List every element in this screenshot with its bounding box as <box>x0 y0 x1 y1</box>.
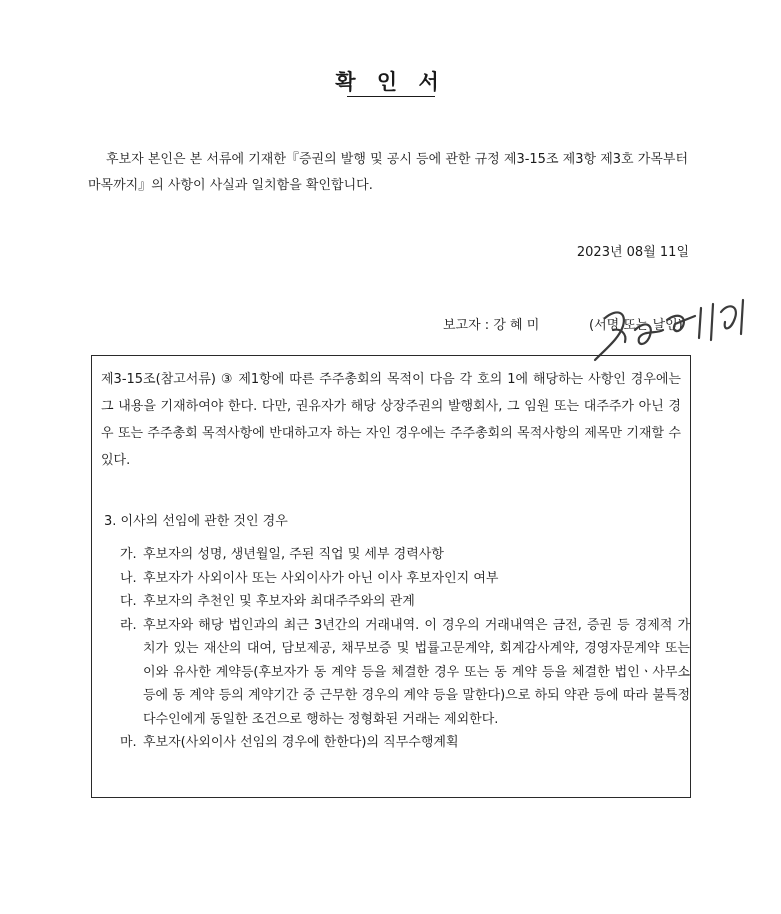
list-item-text: 후보자가 사외이사 또는 사외이사가 아닌 이사 후보자인지 여부 <box>143 570 499 586</box>
reporter-name: 보고자 : 강 혜 미 <box>443 318 540 333</box>
list-item <box>120 543 690 567</box>
list-item-text: 후보자의 성명, 생년월일, 주된 직업 및 세부 경력사항 <box>143 547 444 562</box>
list-item <box>120 614 690 732</box>
intro-text: 후보자 본인은 본 서류에 기재한『증권의 발행 및 공시 등에 관한 규정 제3-15조 제3항 제3호 가목부터 마목까지』의 사항이 사실과 일치함을 확인합니다. <box>88 152 688 193</box>
list-item-marker: 마. <box>120 735 137 750</box>
section-heading: 3. 이사의 선임에 관한 것인 경우 <box>104 514 288 529</box>
title-underline <box>347 96 435 97</box>
list-item <box>120 731 690 755</box>
list-item-text: 후보자와 해당 법인과의 최근 3년간의 거래내역. 이 경우의 거래내역은 금전, 증권 등 경제적 가치가 있는 재산의 대여, 담보제공, 채무보증 및 법률고문계약, 회계감사계약, 경영자문계약 또는 이와 유사한 계약등(후보자가 동 계약 등을 체결한 경우 또는 동 계약 등을 체결한 법인ㆍ사무소 등에 동 계약 등의 계약기간 중 근무한 경우의 계약 등을 말한다)으로 하되 약관 등에 따라 불특정다수인에게 동일한 조건으로 행하는 정형화된 거래는 제외한다. <box>143 617 690 727</box>
list-item-text: 후보자의 추천인 및 후보자와 최대주주와의 관계 <box>143 594 415 609</box>
list-item <box>120 590 690 614</box>
list-item-marker: 라. <box>120 617 137 633</box>
list-item-marker: 다. <box>120 594 137 609</box>
list-item-text: 후보자(사외이사 선임의 경우에 한한다)의 직무수행계획 <box>143 735 459 750</box>
list-item-marker: 나. <box>120 570 137 586</box>
confirmation-date: 2023년 08월 11일 <box>576 245 689 260</box>
intro-statement <box>88 147 688 199</box>
requirement-list <box>120 543 690 755</box>
signature-note: (서명 또는 날인) <box>589 318 683 333</box>
document-title: 확 인 서 <box>335 70 446 94</box>
reference-regulation-box <box>91 355 691 798</box>
list-item-marker: 가. <box>120 547 137 562</box>
list-item <box>120 567 690 591</box>
regulation-paragraph: 제3-15조(참고서류) ③ 제1항에 따른 주주총회의 목적이 다음 각 호의 1에 해당하는 사항인 경우에는 그 내용을 기재하여야 한다. 다만, 권유자가 해당 상장주권의 발행회사, 그 임원 또는 대주주가 아닌 경우 또는 주주총회 목적사항에 반대하고자 하는 자인 경우에는 주주총회의 목적사항의 제목만 기재할 수 있다. <box>101 372 681 468</box>
